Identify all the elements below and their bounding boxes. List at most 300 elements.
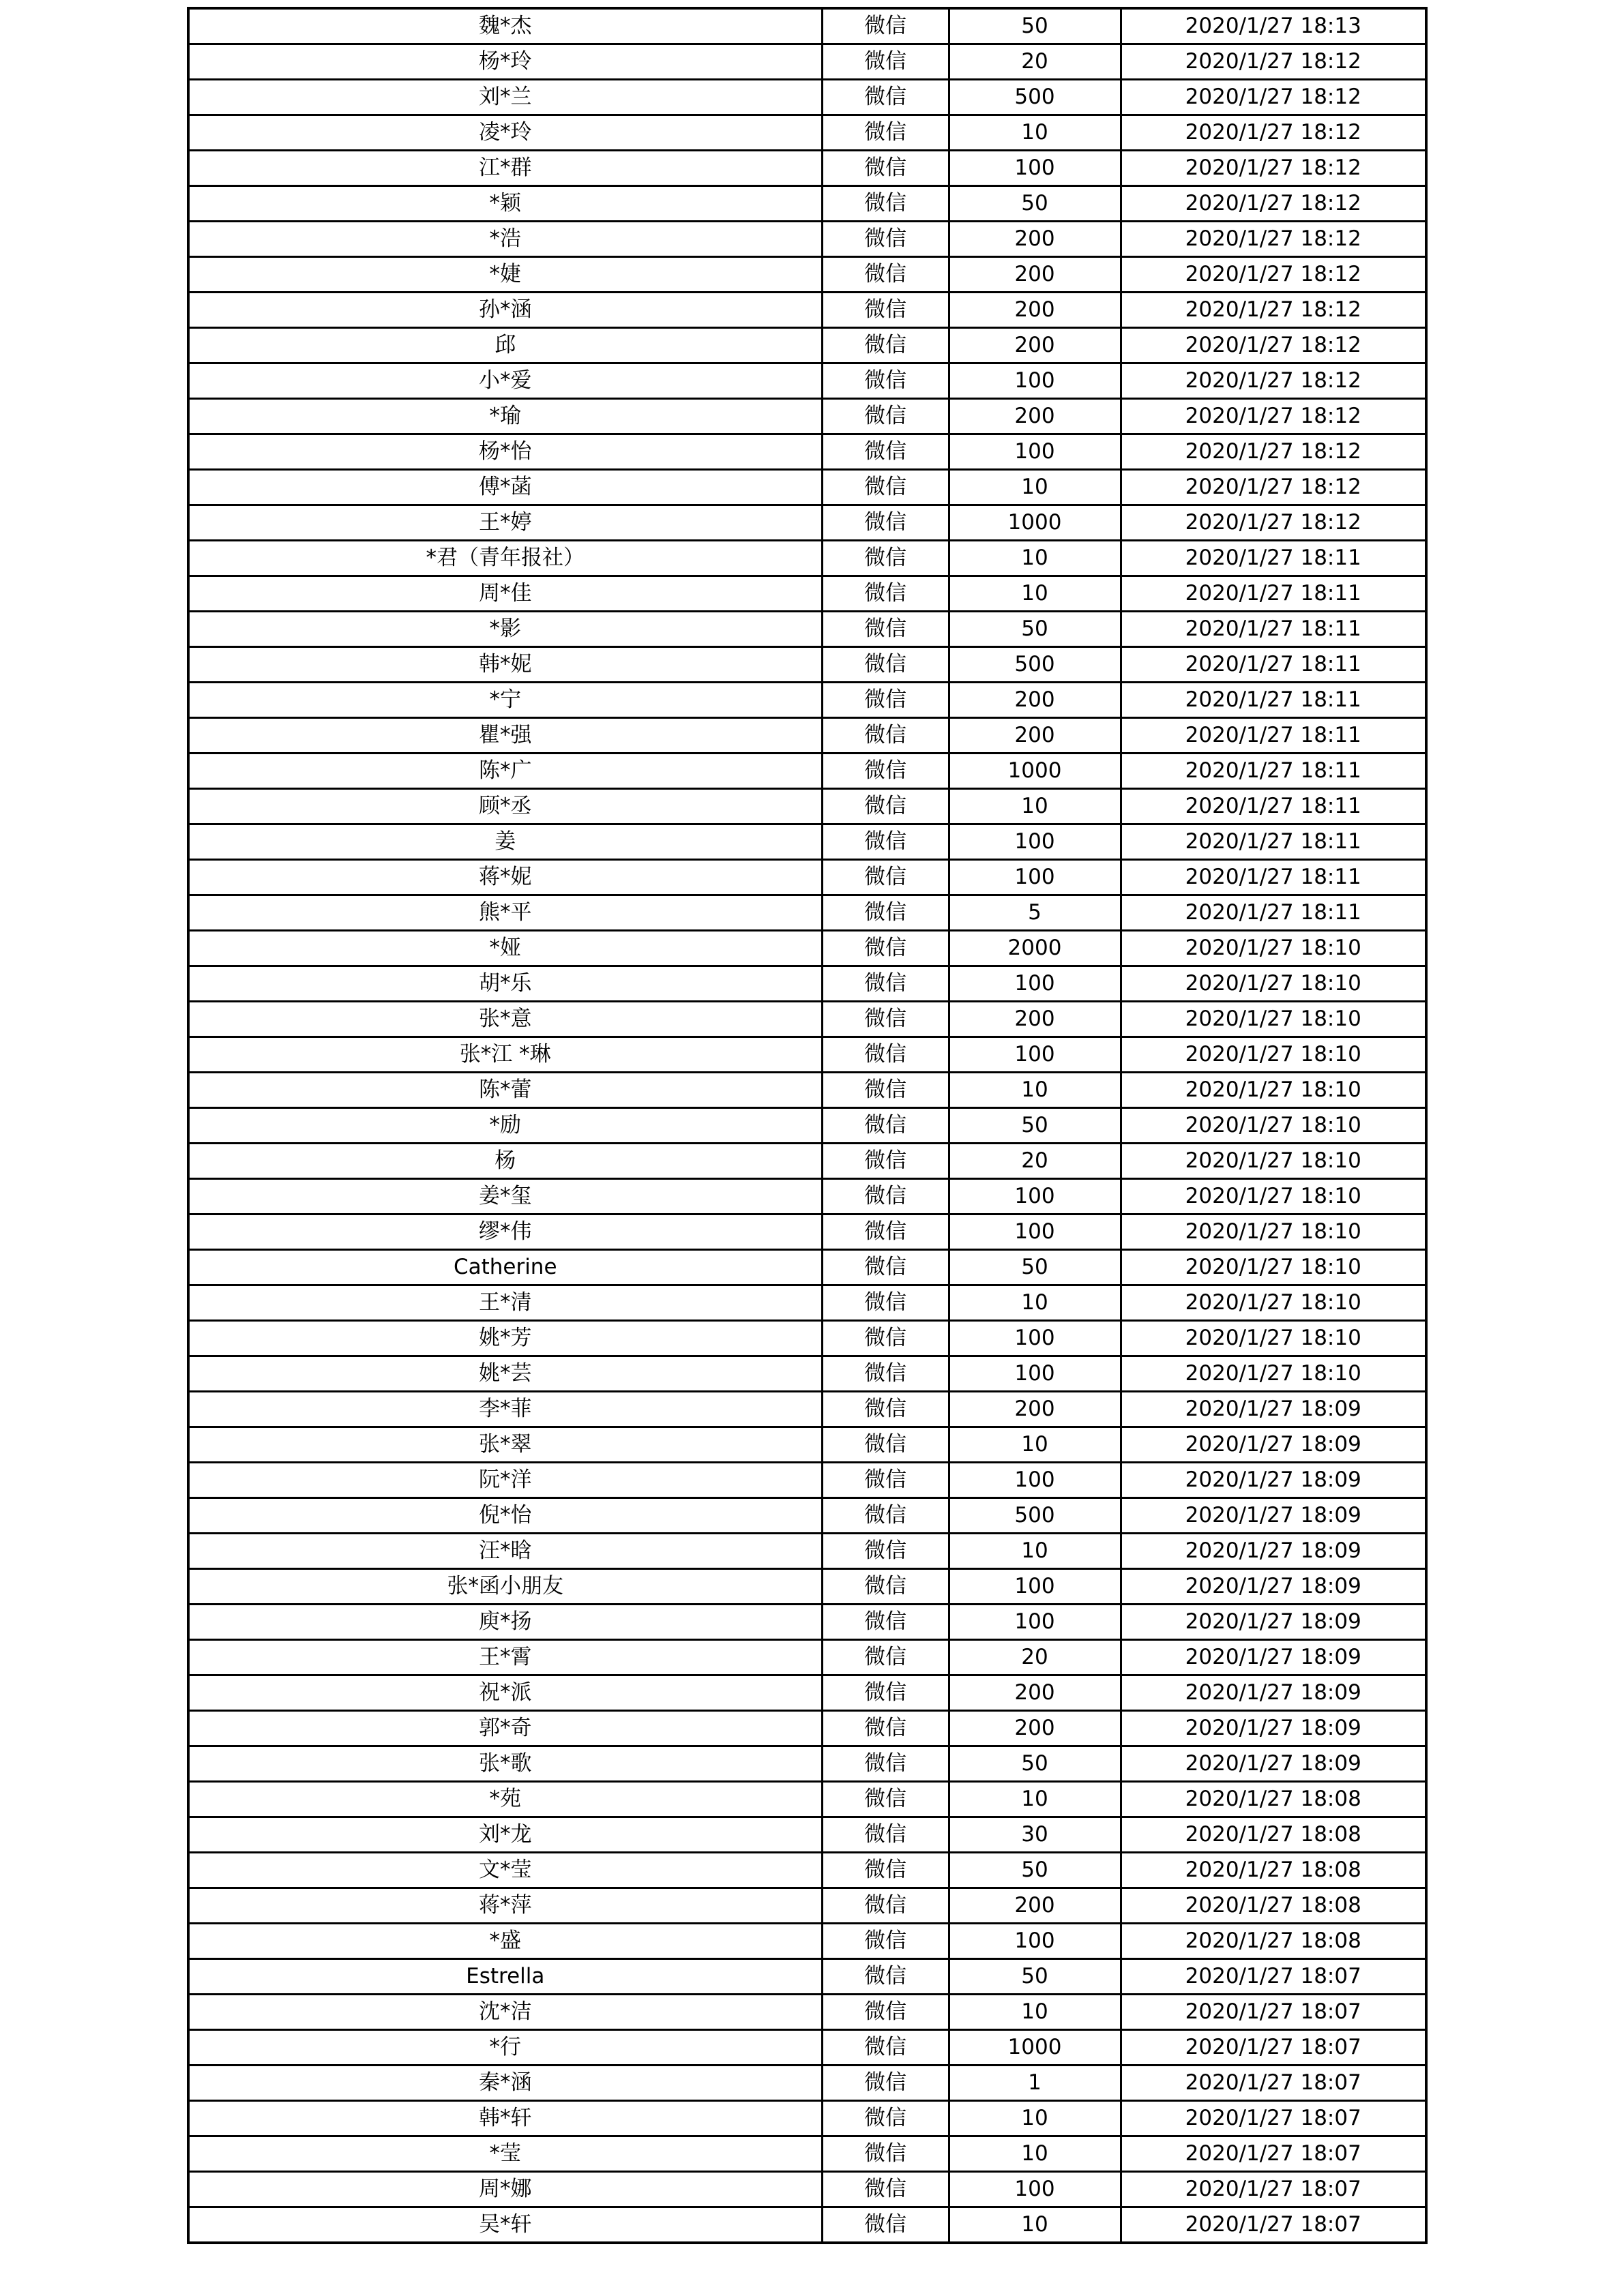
table-row [188, 186, 1426, 222]
table-row [188, 1321, 1426, 1356]
donation-time-cell: 2020/1/27 18:09 [1121, 1463, 1426, 1498]
table-row [188, 151, 1426, 186]
donor-name-cell: *莹 [188, 2136, 822, 2172]
table-row [188, 1179, 1426, 1214]
payment-channel-cell: 微信 [822, 1108, 949, 1144]
donation-amount-cell: 10 [949, 2101, 1121, 2136]
donation-table [187, 7, 1428, 2244]
donor-name-cell: 刘*龙 [188, 1817, 822, 1853]
donation-time-cell: 2020/1/27 18:09 [1121, 1427, 1426, 1463]
donation-time-cell: 2020/1/27 18:11 [1121, 576, 1426, 612]
donation-time-cell: 2020/1/27 18:12 [1121, 115, 1426, 151]
table-row [188, 612, 1426, 647]
table-row [188, 1250, 1426, 1285]
donation-time-cell: 2020/1/27 18:10 [1121, 1002, 1426, 1037]
donor-name-cell: 文*莹 [188, 1853, 822, 1888]
payment-channel-cell: 微信 [822, 186, 949, 222]
payment-channel-cell: 微信 [822, 1675, 949, 1711]
table-row [188, 1888, 1426, 1924]
donor-name-cell: 王*婷 [188, 505, 822, 541]
payment-channel-cell: 微信 [822, 470, 949, 505]
table-row [188, 1498, 1426, 1534]
donor-name-cell: *行 [188, 2030, 822, 2066]
donation-amount-cell: 200 [949, 222, 1121, 257]
payment-channel-cell: 微信 [822, 1463, 949, 1498]
donor-name-cell: 周*娜 [188, 2172, 822, 2207]
donor-name-cell: 张*意 [188, 1002, 822, 1037]
payment-channel-cell: 微信 [822, 612, 949, 647]
donation-amount-cell: 100 [949, 151, 1121, 186]
table-row [188, 293, 1426, 328]
payment-channel-cell: 微信 [822, 1924, 949, 1959]
donation-time-cell: 2020/1/27 18:12 [1121, 80, 1426, 115]
payment-channel-cell: 微信 [822, 1853, 949, 1888]
donation-amount-cell: 10 [949, 115, 1121, 151]
payment-channel-cell: 微信 [822, 1605, 949, 1640]
table-row [188, 1356, 1426, 1392]
donation-amount-cell: 1000 [949, 2030, 1121, 2066]
donation-time-cell: 2020/1/27 18:07 [1121, 1995, 1426, 2030]
donation-time-cell: 2020/1/27 18:07 [1121, 2172, 1426, 2207]
donation-time-cell: 2020/1/27 18:10 [1121, 1037, 1426, 1073]
donor-name-cell: 祝*派 [188, 1675, 822, 1711]
donation-time-cell: 2020/1/27 18:11 [1121, 895, 1426, 931]
table-row [188, 1605, 1426, 1640]
table-row [188, 1108, 1426, 1144]
payment-channel-cell: 微信 [822, 2066, 949, 2101]
donation-amount-cell: 500 [949, 1498, 1121, 1534]
table-row [188, 931, 1426, 966]
donor-name-cell: 陈*蕾 [188, 1073, 822, 1108]
donation-amount-cell: 100 [949, 1924, 1121, 1959]
table-row [188, 1392, 1426, 1427]
donation-amount-cell: 100 [949, 1356, 1121, 1392]
donation-amount-cell: 50 [949, 612, 1121, 647]
donor-name-cell: 秦*涵 [188, 2066, 822, 2101]
table-row [188, 470, 1426, 505]
donor-name-cell: 姚*芳 [188, 1321, 822, 1356]
table-row [188, 505, 1426, 541]
payment-channel-cell: 微信 [822, 1888, 949, 1924]
donation-time-cell: 2020/1/27 18:08 [1121, 1817, 1426, 1853]
table-row [188, 1853, 1426, 1888]
donation-amount-cell: 10 [949, 541, 1121, 576]
donation-amount-cell: 10 [949, 789, 1121, 824]
donation-time-cell: 2020/1/27 18:12 [1121, 434, 1426, 470]
payment-channel-cell: 微信 [822, 789, 949, 824]
payment-channel-cell: 微信 [822, 1782, 949, 1817]
donation-amount-cell: 100 [949, 363, 1121, 399]
payment-channel-cell: 微信 [822, 1250, 949, 1285]
donation-amount-cell: 100 [949, 966, 1121, 1002]
table-row [188, 1675, 1426, 1711]
donor-name-cell: *苑 [188, 1782, 822, 1817]
table-row [188, 1463, 1426, 1498]
donor-name-cell: 张*函小朋友 [188, 1569, 822, 1605]
donation-time-cell: 2020/1/27 18:10 [1121, 1321, 1426, 1356]
donor-name-cell: 缪*伟 [188, 1214, 822, 1250]
donor-name-cell: 胡*乐 [188, 966, 822, 1002]
donation-time-cell: 2020/1/27 18:07 [1121, 2030, 1426, 2066]
table-row [188, 966, 1426, 1002]
table-row [188, 576, 1426, 612]
donation-time-cell: 2020/1/27 18:09 [1121, 1746, 1426, 1782]
donation-time-cell: 2020/1/27 18:12 [1121, 44, 1426, 80]
payment-channel-cell: 微信 [822, 1746, 949, 1782]
payment-channel-cell: 微信 [822, 1285, 949, 1321]
donor-name-cell: 傅*菡 [188, 470, 822, 505]
donation-time-cell: 2020/1/27 18:12 [1121, 363, 1426, 399]
donation-record-sheet [187, 7, 1425, 2244]
payment-channel-cell: 微信 [822, 1711, 949, 1746]
donor-name-cell: 王*清 [188, 1285, 822, 1321]
payment-channel-cell: 微信 [822, 2207, 949, 2243]
donor-name-cell: *宁 [188, 683, 822, 718]
donation-amount-cell: 500 [949, 80, 1121, 115]
donation-amount-cell: 20 [949, 1640, 1121, 1675]
table-row [188, 257, 1426, 293]
payment-channel-cell: 微信 [822, 1214, 949, 1250]
donation-amount-cell: 100 [949, 1037, 1121, 1073]
donation-amount-cell: 100 [949, 1179, 1121, 1214]
payment-channel-cell: 微信 [822, 1498, 949, 1534]
table-row [188, 647, 1426, 683]
payment-channel-cell: 微信 [822, 2030, 949, 2066]
donor-name-cell: 韩*妮 [188, 647, 822, 683]
donation-amount-cell: 10 [949, 1782, 1121, 1817]
table-row [188, 115, 1426, 151]
table-row [188, 1214, 1426, 1250]
donation-amount-cell: 30 [949, 1817, 1121, 1853]
donation-time-cell: 2020/1/27 18:09 [1121, 1675, 1426, 1711]
table-row [188, 718, 1426, 754]
donation-time-cell: 2020/1/27 18:11 [1121, 647, 1426, 683]
donation-amount-cell: 100 [949, 1569, 1121, 1605]
donation-amount-cell: 50 [949, 1959, 1121, 1995]
table-row [188, 44, 1426, 80]
donation-amount-cell: 50 [949, 1250, 1121, 1285]
table-row [188, 8, 1426, 44]
donor-name-cell: Estrella [188, 1959, 822, 1995]
payment-channel-cell: 微信 [822, 647, 949, 683]
donation-amount-cell: 10 [949, 2207, 1121, 2243]
donation-time-cell: 2020/1/27 18:07 [1121, 2101, 1426, 2136]
payment-channel-cell: 微信 [822, 931, 949, 966]
donation-time-cell: 2020/1/27 18:10 [1121, 1250, 1426, 1285]
table-row [188, 1817, 1426, 1853]
donor-name-cell: 凌*玲 [188, 115, 822, 151]
donation-time-cell: 2020/1/27 18:09 [1121, 1605, 1426, 1640]
donation-amount-cell: 10 [949, 1427, 1121, 1463]
table-row [188, 1746, 1426, 1782]
donor-name-cell: 陈*广 [188, 754, 822, 789]
table-row [188, 2030, 1426, 2066]
donation-amount-cell: 200 [949, 1002, 1121, 1037]
table-row [188, 1995, 1426, 2030]
donation-time-cell: 2020/1/27 18:11 [1121, 754, 1426, 789]
table-row [188, 754, 1426, 789]
donor-name-cell: 熊*平 [188, 895, 822, 931]
payment-channel-cell: 微信 [822, 824, 949, 860]
donation-time-cell: 2020/1/27 18:09 [1121, 1640, 1426, 1675]
donation-amount-cell: 100 [949, 434, 1121, 470]
payment-channel-cell: 微信 [822, 1995, 949, 2030]
donation-amount-cell: 100 [949, 824, 1121, 860]
donor-name-cell: 杨*怡 [188, 434, 822, 470]
payment-channel-cell: 微信 [822, 895, 949, 931]
table-row [188, 222, 1426, 257]
donation-amount-cell: 1 [949, 2066, 1121, 2101]
table-row [188, 2207, 1426, 2243]
table-row [188, 1534, 1426, 1569]
payment-channel-cell: 微信 [822, 1144, 949, 1179]
donor-name-cell: 李*菲 [188, 1392, 822, 1427]
donor-name-cell: *励 [188, 1108, 822, 1144]
donation-amount-cell: 10 [949, 470, 1121, 505]
donation-time-cell: 2020/1/27 18:10 [1121, 966, 1426, 1002]
donor-name-cell: 倪*怡 [188, 1498, 822, 1534]
payment-channel-cell: 微信 [822, 8, 949, 44]
donation-amount-cell: 10 [949, 1285, 1121, 1321]
donation-time-cell: 2020/1/27 18:11 [1121, 612, 1426, 647]
donor-name-cell: 江*群 [188, 151, 822, 186]
table-row [188, 895, 1426, 931]
donor-name-cell: *娅 [188, 931, 822, 966]
donation-time-cell: 2020/1/27 18:10 [1121, 1285, 1426, 1321]
donation-time-cell: 2020/1/27 18:12 [1121, 505, 1426, 541]
donor-name-cell: 小*爱 [188, 363, 822, 399]
table-row [188, 1640, 1426, 1675]
donation-time-cell: 2020/1/27 18:07 [1121, 2207, 1426, 2243]
payment-channel-cell: 微信 [822, 44, 949, 80]
donation-amount-cell: 200 [949, 328, 1121, 363]
donor-name-cell: 刘*兰 [188, 80, 822, 115]
donation-time-cell: 2020/1/27 18:12 [1121, 399, 1426, 434]
payment-channel-cell: 微信 [822, 2172, 949, 2207]
table-row [188, 1427, 1426, 1463]
donor-name-cell: *影 [188, 612, 822, 647]
table-row [188, 1959, 1426, 1995]
donation-amount-cell: 20 [949, 44, 1121, 80]
payment-channel-cell: 微信 [822, 754, 949, 789]
donation-amount-cell: 50 [949, 1853, 1121, 1888]
donation-amount-cell: 200 [949, 257, 1121, 293]
table-row [188, 2066, 1426, 2101]
table-row [188, 824, 1426, 860]
donation-amount-cell: 50 [949, 1108, 1121, 1144]
donation-time-cell: 2020/1/27 18:12 [1121, 328, 1426, 363]
donation-time-cell: 2020/1/27 18:12 [1121, 470, 1426, 505]
donation-time-cell: 2020/1/27 18:11 [1121, 541, 1426, 576]
donation-amount-cell: 5 [949, 895, 1121, 931]
donor-name-cell: 杨*玲 [188, 44, 822, 80]
donation-amount-cell: 1000 [949, 754, 1121, 789]
donation-table-body [188, 8, 1426, 2243]
payment-channel-cell: 微信 [822, 1037, 949, 1073]
donation-time-cell: 2020/1/27 18:11 [1121, 824, 1426, 860]
payment-channel-cell: 微信 [822, 328, 949, 363]
donation-time-cell: 2020/1/27 18:10 [1121, 1356, 1426, 1392]
payment-channel-cell: 微信 [822, 1356, 949, 1392]
donor-name-cell: 蒋*萍 [188, 1888, 822, 1924]
donation-amount-cell: 200 [949, 1392, 1121, 1427]
table-row [188, 2136, 1426, 2172]
table-row [188, 789, 1426, 824]
donation-amount-cell: 10 [949, 1073, 1121, 1108]
table-row [188, 1073, 1426, 1108]
payment-channel-cell: 微信 [822, 1392, 949, 1427]
donation-amount-cell: 1000 [949, 505, 1121, 541]
payment-channel-cell: 微信 [822, 1959, 949, 1995]
payment-channel-cell: 微信 [822, 399, 949, 434]
donor-name-cell: 姚*芸 [188, 1356, 822, 1392]
table-row [188, 434, 1426, 470]
table-row [188, 1037, 1426, 1073]
donation-time-cell: 2020/1/27 18:12 [1121, 222, 1426, 257]
table-row [188, 683, 1426, 718]
donation-amount-cell: 10 [949, 2136, 1121, 2172]
donor-name-cell: 吴*轩 [188, 2207, 822, 2243]
donor-name-cell: 沈*洁 [188, 1995, 822, 2030]
payment-channel-cell: 微信 [822, 363, 949, 399]
donation-amount-cell: 100 [949, 1214, 1121, 1250]
donor-name-cell: *婕 [188, 257, 822, 293]
donation-amount-cell: 50 [949, 186, 1121, 222]
donation-time-cell: 2020/1/27 18:10 [1121, 1144, 1426, 1179]
donation-time-cell: 2020/1/27 18:13 [1121, 8, 1426, 44]
table-row [188, 1002, 1426, 1037]
donation-time-cell: 2020/1/27 18:07 [1121, 2066, 1426, 2101]
payment-channel-cell: 微信 [822, 2136, 949, 2172]
payment-channel-cell: 微信 [822, 1179, 949, 1214]
donor-name-cell: 张*江 *琳 [188, 1037, 822, 1073]
donor-name-cell: *浩 [188, 222, 822, 257]
payment-channel-cell: 微信 [822, 860, 949, 895]
donor-name-cell: *颖 [188, 186, 822, 222]
donor-name-cell: 蒋*妮 [188, 860, 822, 895]
donation-time-cell: 2020/1/27 18:09 [1121, 1392, 1426, 1427]
payment-channel-cell: 微信 [822, 115, 949, 151]
donor-name-cell: 孙*涵 [188, 293, 822, 328]
table-row [188, 363, 1426, 399]
table-row [188, 1782, 1426, 1817]
payment-channel-cell: 微信 [822, 293, 949, 328]
payment-channel-cell: 微信 [822, 434, 949, 470]
donation-amount-cell: 200 [949, 683, 1121, 718]
donor-name-cell: *盛 [188, 1924, 822, 1959]
donation-amount-cell: 10 [949, 576, 1121, 612]
donation-time-cell: 2020/1/27 18:10 [1121, 1179, 1426, 1214]
donor-name-cell: 魏*杰 [188, 8, 822, 44]
donation-time-cell: 2020/1/27 18:11 [1121, 860, 1426, 895]
donor-name-cell: 姜*玺 [188, 1179, 822, 1214]
payment-channel-cell: 微信 [822, 80, 949, 115]
donation-time-cell: 2020/1/27 18:12 [1121, 151, 1426, 186]
donation-time-cell: 2020/1/27 18:07 [1121, 1959, 1426, 1995]
payment-channel-cell: 微信 [822, 257, 949, 293]
payment-channel-cell: 微信 [822, 1321, 949, 1356]
donation-time-cell: 2020/1/27 18:12 [1121, 293, 1426, 328]
donation-amount-cell: 100 [949, 860, 1121, 895]
donation-time-cell: 2020/1/27 18:10 [1121, 1073, 1426, 1108]
donor-name-cell: *瑜 [188, 399, 822, 434]
donation-amount-cell: 200 [949, 399, 1121, 434]
donation-time-cell: 2020/1/27 18:10 [1121, 1108, 1426, 1144]
donation-time-cell: 2020/1/27 18:09 [1121, 1534, 1426, 1569]
table-row [188, 2172, 1426, 2207]
payment-channel-cell: 微信 [822, 1427, 949, 1463]
payment-channel-cell: 微信 [822, 1817, 949, 1853]
donor-name-cell: Catherine [188, 1250, 822, 1285]
donation-amount-cell: 100 [949, 1605, 1121, 1640]
donor-name-cell: 王*霄 [188, 1640, 822, 1675]
table-row [188, 80, 1426, 115]
payment-channel-cell: 微信 [822, 966, 949, 1002]
payment-channel-cell: 微信 [822, 1002, 949, 1037]
table-row [188, 1711, 1426, 1746]
donation-time-cell: 2020/1/27 18:12 [1121, 257, 1426, 293]
payment-channel-cell: 微信 [822, 505, 949, 541]
payment-channel-cell: 微信 [822, 222, 949, 257]
donor-name-cell: 韩*轩 [188, 2101, 822, 2136]
payment-channel-cell: 微信 [822, 718, 949, 754]
donation-amount-cell: 100 [949, 1463, 1121, 1498]
payment-channel-cell: 微信 [822, 1073, 949, 1108]
payment-channel-cell: 微信 [822, 2101, 949, 2136]
table-row [188, 2101, 1426, 2136]
donor-name-cell: 瞿*强 [188, 718, 822, 754]
donation-time-cell: 2020/1/27 18:09 [1121, 1711, 1426, 1746]
donation-amount-cell: 500 [949, 647, 1121, 683]
donation-time-cell: 2020/1/27 18:08 [1121, 1782, 1426, 1817]
table-row [188, 1924, 1426, 1959]
donation-time-cell: 2020/1/27 18:11 [1121, 789, 1426, 824]
payment-channel-cell: 微信 [822, 1569, 949, 1605]
donation-amount-cell: 10 [949, 1995, 1121, 2030]
donor-name-cell: 张*歌 [188, 1746, 822, 1782]
donation-time-cell: 2020/1/27 18:08 [1121, 1888, 1426, 1924]
donor-name-cell: 郭*奇 [188, 1711, 822, 1746]
donation-amount-cell: 200 [949, 1888, 1121, 1924]
donor-name-cell: 阮*洋 [188, 1463, 822, 1498]
donation-time-cell: 2020/1/27 18:12 [1121, 186, 1426, 222]
donor-name-cell: 杨 [188, 1144, 822, 1179]
table-row [188, 541, 1426, 576]
donation-amount-cell: 20 [949, 1144, 1121, 1179]
donation-time-cell: 2020/1/27 18:09 [1121, 1498, 1426, 1534]
donation-time-cell: 2020/1/27 18:11 [1121, 718, 1426, 754]
table-row [188, 860, 1426, 895]
payment-channel-cell: 微信 [822, 151, 949, 186]
donation-time-cell: 2020/1/27 18:07 [1121, 2136, 1426, 2172]
donation-amount-cell: 200 [949, 1675, 1121, 1711]
donation-time-cell: 2020/1/27 18:10 [1121, 1214, 1426, 1250]
payment-channel-cell: 微信 [822, 541, 949, 576]
donation-amount-cell: 50 [949, 1746, 1121, 1782]
donor-name-cell: 邱 [188, 328, 822, 363]
donation-amount-cell: 10 [949, 1534, 1121, 1569]
donation-time-cell: 2020/1/27 18:09 [1121, 1569, 1426, 1605]
donor-name-cell: 汪*晗 [188, 1534, 822, 1569]
donation-time-cell: 2020/1/27 18:08 [1121, 1853, 1426, 1888]
donation-amount-cell: 100 [949, 1321, 1121, 1356]
table-row [188, 328, 1426, 363]
donation-time-cell: 2020/1/27 18:08 [1121, 1924, 1426, 1959]
donation-amount-cell: 200 [949, 718, 1121, 754]
donor-name-cell: 周*佳 [188, 576, 822, 612]
payment-channel-cell: 微信 [822, 1534, 949, 1569]
payment-channel-cell: 微信 [822, 576, 949, 612]
